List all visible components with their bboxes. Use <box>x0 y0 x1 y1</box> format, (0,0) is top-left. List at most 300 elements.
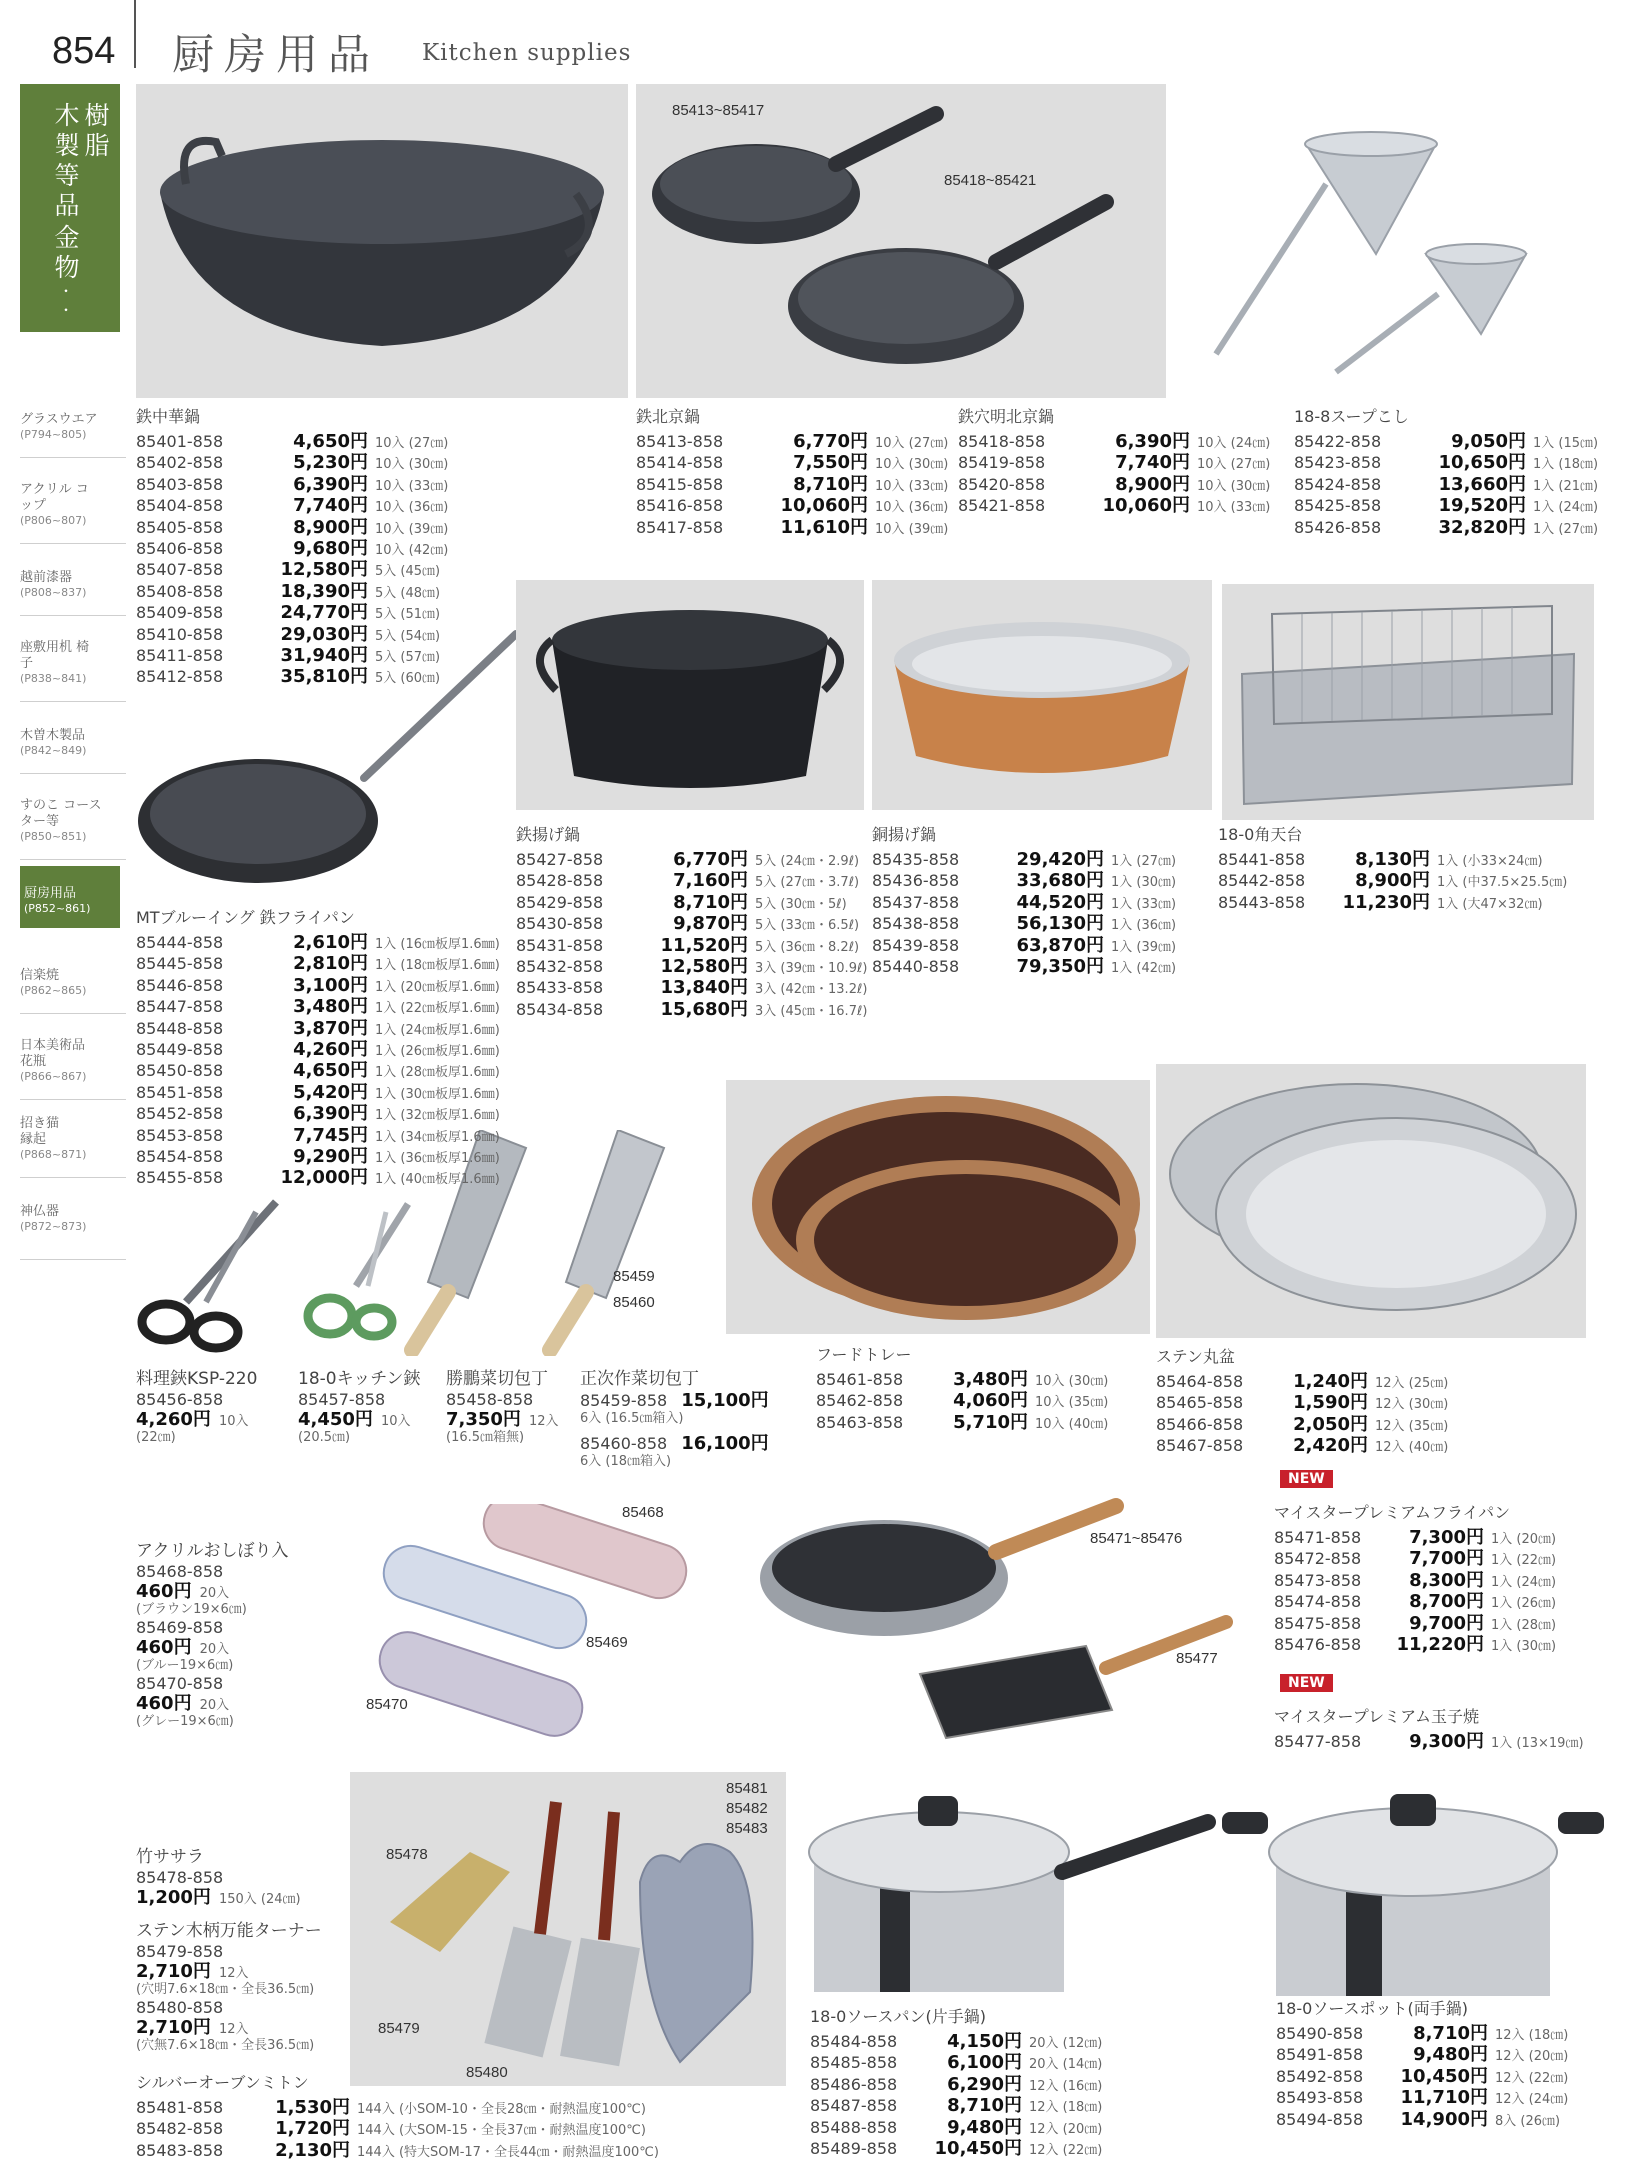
product-price: 6,770円 <box>673 849 748 870</box>
product-price: 7,700円 <box>1409 1548 1484 1570</box>
product-code: 85414-858 <box>636 453 724 473</box>
product-qty: 1入 (21㎝) <box>1533 478 1599 494</box>
product-row <box>1276 2105 1568 2130</box>
product-qty: 10入 (39㎝) <box>375 521 449 537</box>
sidebar-item[interactable]: 越前漆器 (P808~837) <box>20 570 120 616</box>
photo-label: 85482 <box>726 1800 768 1817</box>
product-price: 4,650円 <box>293 1060 368 1082</box>
product-qty: 1入 (40㎝板厚1.6㎜) <box>375 1172 500 1188</box>
product-code: 85473-858 <box>1274 1570 1362 1590</box>
soup-strainer-photo <box>1176 104 1596 398</box>
product-row <box>816 1386 1109 1412</box>
page-title: 厨房用品 <box>172 30 381 79</box>
product-code: 85418-858 <box>958 432 1046 451</box>
product-code: 85420-858 <box>958 474 1046 494</box>
product-price: 13,840円 <box>660 977 748 999</box>
product-group <box>872 822 1177 977</box>
group-rows <box>872 845 1177 977</box>
product-price: 29,420円 <box>1016 849 1104 870</box>
product-qty: 1入 (26㎝) <box>1491 1596 1557 1612</box>
copper-fryer-photo <box>872 580 1212 810</box>
product-code: 85486-858 <box>810 2074 898 2094</box>
product-price: 8,900円 <box>1355 870 1430 892</box>
group-rows <box>136 928 500 1189</box>
group-rows <box>816 1365 1109 1433</box>
product-code: 85454-858 <box>136 1146 224 1166</box>
product-price: 31,940円 <box>280 644 368 666</box>
product-price: 8,700円 <box>1409 1591 1484 1613</box>
product-code: 85452-858 <box>136 1104 224 1124</box>
product-qty: 1入 (30㎝) <box>1491 1638 1557 1654</box>
group-rows <box>1156 1367 1449 1457</box>
product-group <box>136 2070 659 2161</box>
group-rows <box>1218 845 1568 913</box>
product-price: 6,290円 <box>947 2073 1022 2095</box>
new-badge: NEW <box>1280 1470 1333 1488</box>
group-title: 鉄穴明北京鍋 <box>958 407 1055 426</box>
product-row <box>1274 1727 1584 1752</box>
product-code: 85464-858 <box>1156 1372 1244 1391</box>
product-code: 85491-858 <box>1276 2045 1364 2065</box>
product-code: 85476-858 <box>1274 1634 1362 1654</box>
product-row <box>136 1121 500 1146</box>
product-code: 85446-858 <box>136 975 224 995</box>
product-row <box>136 555 448 581</box>
product-row <box>810 2048 1103 2074</box>
product-code: 85405-858 <box>136 517 224 537</box>
product-qty: 12入 (18㎝) <box>1029 2100 1103 2116</box>
product-qty: 1入 (22㎝) <box>1491 1553 1557 1569</box>
product-code: 85450-858 <box>136 1061 224 1081</box>
product-price: 18,390円 <box>280 580 368 602</box>
product-code: 85489-858 <box>810 2138 898 2158</box>
tempura-rack-photo <box>1222 584 1594 820</box>
product-row <box>516 909 867 935</box>
product-code: 85477-858 <box>1274 1732 1362 1751</box>
oshibori-holder-photo <box>370 1504 688 1744</box>
product-row <box>136 513 449 538</box>
product-row <box>1156 1410 1449 1435</box>
product-row <box>136 1163 500 1189</box>
product-qty: 10入 (33㎝) <box>875 478 949 494</box>
product-price: 8,710円 <box>1413 2023 1488 2044</box>
group-title: 18-8スープこし <box>1294 407 1409 426</box>
product-qty: 1入 (33㎝) <box>1111 896 1177 912</box>
turner-mitten-photo <box>350 1772 786 2086</box>
product-row <box>872 888 1177 913</box>
product-code: 85428-858 <box>516 871 604 891</box>
photo-label: 85481 <box>726 1780 768 1797</box>
product-row <box>136 1099 500 1125</box>
product-code: 85472-858 <box>1274 1549 1362 1569</box>
sidebar-item[interactable]: 日本美術品 花瓶 (P866~867) <box>20 1038 120 1100</box>
product-price: 6,390円 <box>293 473 368 495</box>
product-code: 85435-858 <box>872 850 960 869</box>
sidebar-main-line: 木製等品 <box>51 102 80 222</box>
product-row <box>136 1142 500 1167</box>
product-price: 7,550円 <box>793 452 868 474</box>
iron-fryer-photo <box>516 580 864 810</box>
product-row <box>1218 845 1567 870</box>
photo-label: 85479 <box>378 2020 420 2037</box>
product-qty: 12入 (20㎝) <box>1029 2121 1103 2137</box>
product-row <box>136 2093 659 2118</box>
product-code: 85474-858 <box>1274 1592 1362 1612</box>
product-code: 85412-858 <box>136 667 224 687</box>
product-qty: 12入 (16㎝) <box>1029 2078 1103 2094</box>
product-price: 3,480円 <box>293 996 368 1018</box>
product-group <box>958 404 1271 517</box>
product-qty: 5入 (24㎝・2.9ℓ) <box>755 854 860 869</box>
product-row <box>816 1408 1109 1433</box>
product-row <box>1294 448 1599 474</box>
product-price: 10,650円 <box>1438 452 1526 474</box>
product-price: 9,870円 <box>673 913 748 935</box>
group-rows <box>516 845 868 1020</box>
product-price: 5,420円 <box>293 1081 368 1103</box>
product-price: 7,740円 <box>1115 452 1190 474</box>
product-qty: 10入 (36㎝) <box>375 500 449 516</box>
product-code: 85449-858 <box>136 1039 224 1059</box>
product-code: 85490-858 <box>1276 2024 1364 2043</box>
product-price: 5,710円 <box>953 1411 1028 1433</box>
product-price: 6,100円 <box>947 2052 1022 2074</box>
product-qty: 10入 (30㎝) <box>875 457 949 473</box>
product-qty: 12入 (35㎝) <box>1375 1418 1449 1434</box>
product-price: 9,700円 <box>1409 1612 1484 1634</box>
product-row <box>810 2113 1103 2138</box>
product-price: 6,770円 <box>793 431 868 452</box>
product-qty: 1入 (42㎝) <box>1111 960 1177 976</box>
product-row <box>516 931 867 956</box>
product-qty: 1入 (中37.5×25.5㎝) <box>1437 875 1568 891</box>
group-rows <box>1274 1727 1584 1752</box>
product-row <box>136 971 500 996</box>
product-qty: 10入 (30㎝) <box>1197 478 1271 494</box>
product-row <box>136 448 449 474</box>
group-title: ステン丸盆 <box>1156 1347 1235 1366</box>
product-price: 2,810円 <box>293 953 368 975</box>
product-row <box>958 448 1271 474</box>
product-price: 44,520円 <box>1016 891 1104 913</box>
new-badge: NEW <box>1280 1674 1333 1692</box>
product-row <box>872 931 1177 956</box>
product-row <box>136 2114 659 2140</box>
product-code: 85409-858 <box>136 603 224 623</box>
product-row <box>1276 2083 1569 2109</box>
product-qty: 1入 (27㎝) <box>1111 854 1177 869</box>
product-code: 85439-858 <box>872 935 960 955</box>
product-qty: 144入 (特大SOM-17・全長44㎝・耐熱温度100℃) <box>357 2144 659 2160</box>
product-code: 85403-858 <box>136 474 224 494</box>
product-price: 24,770円 <box>280 602 368 624</box>
sidebar-item[interactable]: アクリル コップ (P806~807) <box>20 482 120 544</box>
product-code: 85440-858 <box>872 956 960 976</box>
product-code: 85419-858 <box>958 453 1046 473</box>
sidebar-item[interactable]: 座敷用机 椅子 (P838~841) <box>20 640 120 702</box>
product-code: 85447-858 <box>136 997 224 1017</box>
product-price: 2,050円 <box>1293 1413 1368 1435</box>
product-price: 6,390円 <box>1115 431 1190 452</box>
product-qty: 1入 (24㎝板厚1.6㎜) <box>375 1022 500 1038</box>
product-row <box>136 1078 500 1103</box>
product-price: 3,100円 <box>293 974 368 996</box>
product-qty: 1入 (24㎝) <box>1533 500 1599 516</box>
product-row <box>810 2070 1103 2095</box>
photo-label: 85468 <box>622 1504 664 1521</box>
product-qty: 12入 (22㎝) <box>1029 2142 1103 2158</box>
product-qty: 20入 (12㎝) <box>1029 2036 1103 2051</box>
product-row <box>516 973 868 999</box>
product-row <box>1218 888 1567 913</box>
product-row <box>636 513 949 538</box>
product-code: 85494-858 <box>1276 2109 1364 2129</box>
product-group <box>1294 404 1599 538</box>
product-code: 85461-858 <box>816 1370 904 1389</box>
product-code: 85410-858 <box>136 624 224 644</box>
product-qty: 5入 (57㎝) <box>375 649 441 665</box>
group-title: 鉄中華鍋 <box>136 407 201 426</box>
product-code: 85432-858 <box>516 956 604 976</box>
product-row <box>1276 2062 1569 2087</box>
product-row <box>136 992 500 1018</box>
product-price: 8,710円 <box>673 891 748 913</box>
product-qty: 5入 (30㎝・5ℓ) <box>755 896 847 912</box>
group-title: 18-0ソースパン(片手鍋) <box>810 2007 986 2026</box>
product-price: 11,520円 <box>660 934 748 956</box>
product-qty: 1入 (32㎝板厚1.6㎜) <box>375 1108 500 1124</box>
product-code: 85422-858 <box>1294 432 1382 451</box>
product-row <box>516 845 867 870</box>
group-title: フードトレー <box>816 1345 912 1364</box>
product-qty: 10入 (27㎝) <box>875 436 949 451</box>
photo-label: 85477 <box>1176 1650 1218 1667</box>
group-rows <box>1276 2019 1569 2130</box>
product-qty: 1入 (16㎝板厚1.6㎜) <box>375 937 500 952</box>
product-code: 85416-858 <box>636 496 724 516</box>
product-code: 85481-858 <box>136 2098 224 2117</box>
product-row <box>872 952 1177 977</box>
product-price: 9,480円 <box>947 2116 1022 2138</box>
product-price: 2,420円 <box>1293 1435 1368 1457</box>
product-price: 9,050円 <box>1451 431 1526 452</box>
product-row <box>1294 513 1599 538</box>
product-qty: 5入 (60㎝) <box>375 671 441 687</box>
group-title: 18-0ソースポット(両手鍋) <box>1276 1999 1468 2018</box>
product-row <box>136 534 449 559</box>
product-price: 10,450円 <box>1400 2065 1488 2087</box>
product-code: 85402-858 <box>136 453 224 473</box>
product-price: 8,130円 <box>1355 849 1430 870</box>
product-code: 85433-858 <box>516 978 604 998</box>
product-code: 85431-858 <box>516 935 604 955</box>
product-price: 15,680円 <box>660 998 748 1020</box>
product-code: 85465-858 <box>1156 1393 1244 1413</box>
product-price: 11,710円 <box>1400 2087 1488 2109</box>
product-price: 9,290円 <box>293 1145 368 1167</box>
product-qty: 1入 (36㎝板厚1.6㎜) <box>375 1150 500 1166</box>
product-row <box>136 1035 500 1060</box>
product-price: 3,870円 <box>293 1017 368 1039</box>
sauce-pot-photo <box>1216 1782 1610 2008</box>
product-qty: 5入 (27㎝・3.7ℓ) <box>755 875 860 891</box>
product-code: 85453-858 <box>136 1125 224 1145</box>
product-price: 2,130円 <box>275 2139 350 2161</box>
product-row <box>136 577 448 602</box>
product-row <box>872 866 1177 892</box>
product-price: 79,350円 <box>1016 955 1104 977</box>
sidebar-category-block <box>20 84 120 332</box>
product-code: 85482-858 <box>136 2119 224 2139</box>
product-code: 85408-858 <box>136 581 224 601</box>
product-row <box>136 928 500 953</box>
group-rows <box>1274 1523 1557 1655</box>
product-price: 8,710円 <box>793 473 868 495</box>
product-row <box>810 2091 1103 2117</box>
product-code: 85488-858 <box>810 2117 898 2137</box>
product-row <box>136 949 500 975</box>
product-qty: 1入 (30㎝板厚1.6㎜) <box>375 1086 500 1102</box>
product-price: 12,000円 <box>280 1167 368 1189</box>
product-qty: 12入 (30㎝) <box>1375 1397 1449 1413</box>
product-qty: 1入 (15㎝) <box>1533 436 1599 451</box>
product-qty: 5入 (45㎝) <box>375 564 441 580</box>
katsuho-knife-info: 勝鵬菜切包丁 85458-858 7,350円 12入 (16.5㎝箱無) <box>446 1369 559 1445</box>
product-code: 85467-858 <box>1156 1436 1244 1456</box>
product-code: 85463-858 <box>816 1412 904 1432</box>
product-row <box>136 662 448 688</box>
product-qty: 3入 (42㎝・13.2ℓ) <box>755 982 868 998</box>
food-tray-photo <box>726 1080 1150 1334</box>
product-price: 4,150円 <box>947 2031 1022 2052</box>
group-title: シルバーオーブンミトン <box>136 2073 309 2092</box>
sasara-info: 竹ササラ 85478-858 1,200円 150入 (24㎝) <box>136 1847 301 1908</box>
product-qty: 1入 (18㎝) <box>1533 457 1599 473</box>
product-code: 85455-858 <box>136 1168 224 1188</box>
product-code: 85423-858 <box>1294 453 1382 473</box>
product-row <box>636 448 949 474</box>
product-price: 63,870円 <box>1016 934 1104 956</box>
product-code: 85471-858 <box>1274 1528 1362 1547</box>
sauce-pan-photo <box>800 1782 1220 2002</box>
product-group <box>516 822 868 1020</box>
product-price: 19,520円 <box>1438 495 1526 517</box>
sidebar-item[interactable]: すのこ コースター等 (P850~851) <box>20 798 120 860</box>
product-qty: 1入 (36㎝) <box>1111 918 1177 934</box>
product-qty: 3入 (39㎝・10.9ℓ) <box>755 960 868 976</box>
oshibori-info: アクリルおしぼり入 85468-858 460円 20入 (ブラウン19×6㎝) 85469-858 460円 20入 (ブルー19×6㎝) 85470-858 460円 20入 (グレー19×6㎝) <box>136 1541 289 1729</box>
sidebar-item-active[interactable]: 厨房用品 (P852~861) <box>20 866 120 928</box>
product-code: 85437-858 <box>872 892 960 912</box>
product-price: 1,530円 <box>275 2097 350 2118</box>
product-qty: 1入 (26㎝板厚1.6㎜) <box>375 1043 500 1059</box>
product-price: 8,300円 <box>1409 1569 1484 1591</box>
sidebar-item[interactable]: 招き猫 縁起 (P868~871) <box>20 1116 120 1178</box>
product-price: 29,030円 <box>280 623 368 645</box>
product-qty: 10入 (30㎝) <box>1035 1374 1109 1389</box>
product-price: 1,240円 <box>1293 1371 1368 1392</box>
product-price: 4,060円 <box>953 1390 1028 1412</box>
product-code: 85436-858 <box>872 871 960 891</box>
product-group <box>1156 1344 1449 1457</box>
product-price: 11,610円 <box>780 516 868 538</box>
product-qty: 1入 (24㎝) <box>1491 1574 1557 1590</box>
product-price: 35,810円 <box>280 666 368 688</box>
product-row <box>1274 1630 1557 1655</box>
product-row <box>1276 2040 1569 2066</box>
product-row <box>1156 1431 1449 1457</box>
product-code: 85415-858 <box>636 474 724 494</box>
product-price: 56,130円 <box>1016 913 1104 935</box>
product-qty: 10入 (35㎝) <box>1035 1395 1109 1411</box>
product-row <box>516 995 868 1020</box>
product-price: 11,230円 <box>1342 891 1430 913</box>
sidebar-item[interactable]: 信楽焼 (P862~865) <box>20 968 120 1014</box>
product-qty: 1入 (39㎝) <box>1111 939 1177 955</box>
product-qty: 1入 (27㎝) <box>1533 521 1599 537</box>
product-qty: 5入 (54㎝) <box>375 628 441 644</box>
sidebar-main-line: 樹脂 <box>81 102 110 162</box>
product-group <box>1276 1996 1569 2130</box>
group-rows <box>810 2027 1103 2159</box>
product-row <box>958 470 1271 495</box>
product-row <box>1294 427 1599 452</box>
product-row <box>1274 1587 1557 1613</box>
sidebar-item[interactable]: 木曽木製品 (P842~849) <box>20 728 120 774</box>
product-price: 7,160円 <box>673 870 748 892</box>
product-qty: 10入 (33㎝) <box>375 478 449 494</box>
product-row <box>636 470 949 495</box>
product-code: 85485-858 <box>810 2053 898 2073</box>
product-row <box>136 620 448 645</box>
product-row <box>136 2136 659 2161</box>
shoji-knife-info: 正次作菜切包丁 85459-858 15,100円 6入 (16.5㎝箱入) 85460-858 16,100円 6入 (18㎝箱入) <box>580 1369 769 1469</box>
product-qty: 1入 (28㎝) <box>1491 1617 1557 1633</box>
product-row <box>516 952 868 977</box>
product-row <box>516 866 867 892</box>
product-row <box>1294 470 1599 495</box>
product-price: 32,820円 <box>1438 516 1526 538</box>
group-title: 銅揚げ鍋 <box>872 825 937 844</box>
group-rows <box>136 2093 659 2161</box>
product-row <box>1274 1523 1557 1548</box>
product-code: 85426-858 <box>1294 517 1382 537</box>
product-price: 5,230円 <box>293 452 368 474</box>
product-row <box>136 1056 500 1082</box>
product-qty: 5入 (48㎝) <box>375 585 441 601</box>
photo-label: 85413~85417 <box>672 102 765 119</box>
sidebar-main-line: 金物 <box>51 224 80 284</box>
photo-label: 85459 <box>613 1268 655 1285</box>
product-price: 7,745円 <box>293 1124 368 1146</box>
iron-wok-photo <box>136 84 628 398</box>
product-price: 12,580円 <box>660 955 748 977</box>
sidebar-item[interactable]: グラスウエア (P794~805) <box>20 412 120 458</box>
product-row <box>1156 1388 1449 1414</box>
product-group <box>810 2004 1103 2159</box>
photo-label: 85460 <box>613 1294 655 1311</box>
sidebar-item[interactable]: 神仏器 (P872~873) <box>20 1204 120 1260</box>
group-title: 18-0角天台 <box>1218 825 1303 844</box>
product-price: 2,610円 <box>293 932 368 953</box>
product-code: 85413-858 <box>636 432 724 451</box>
product-code: 85441-858 <box>1218 850 1306 869</box>
product-code: 85475-858 <box>1274 1613 1362 1633</box>
product-row <box>516 888 867 913</box>
product-row <box>1218 866 1568 892</box>
product-row <box>636 427 949 452</box>
product-price: 6,390円 <box>293 1103 368 1125</box>
